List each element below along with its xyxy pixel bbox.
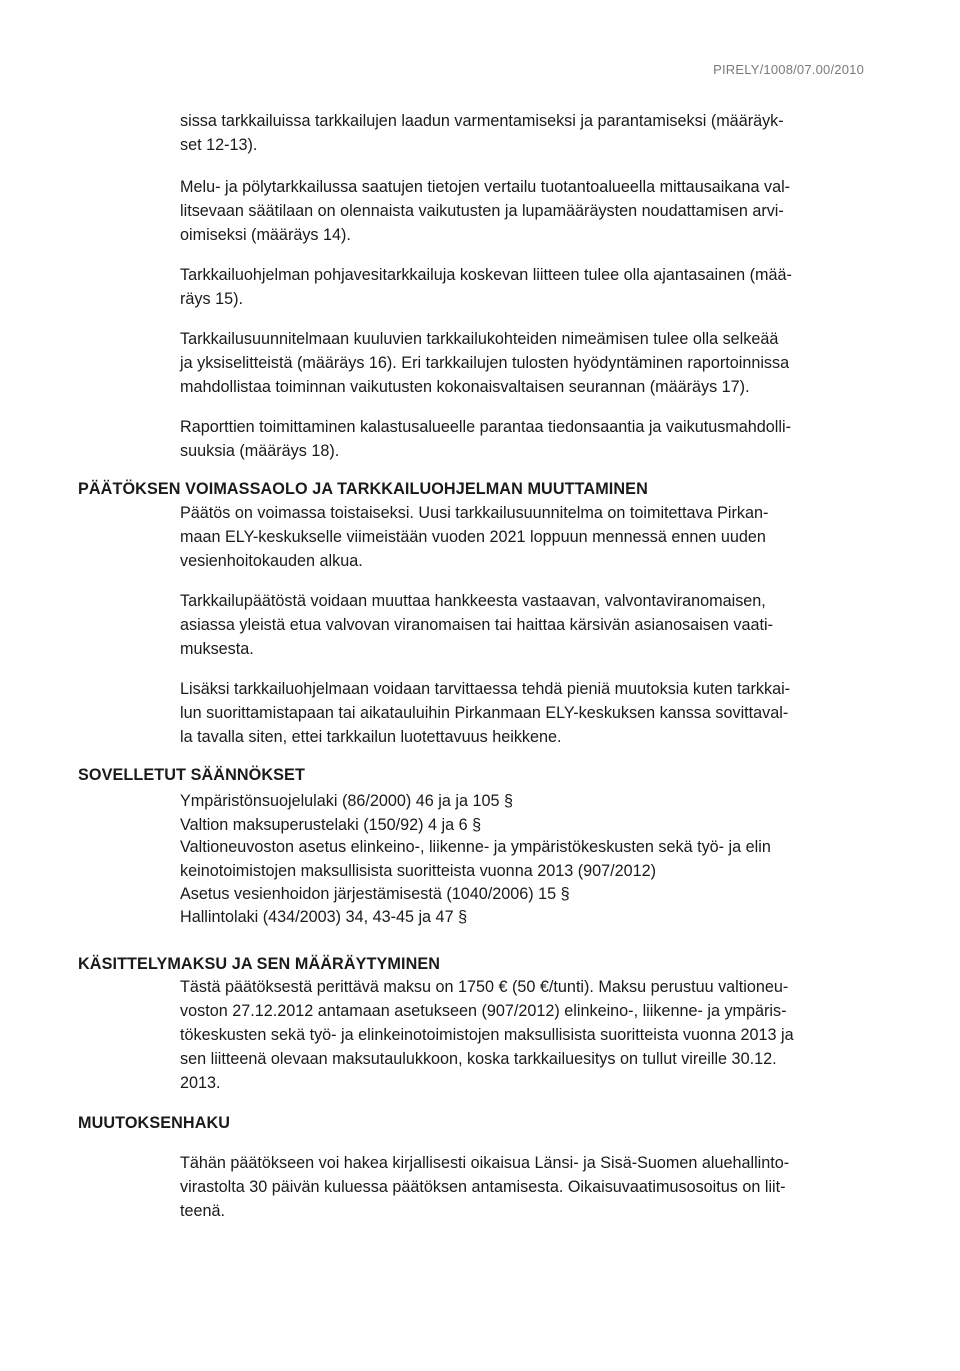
paragraph-line: lun suorittamistapaan tai aikatauluihin Pirkanmaan ELY-keskuksen kanssa sovittaval- bbox=[180, 704, 789, 722]
paragraph-line: asiassa yleistä etua valvovan viranomaisen tai haittaa kärsivän asianosaisen vaati- bbox=[180, 616, 773, 634]
appeal-line: virastolta 30 päivän kuluessa päätöksen antamisesta. Oikaisuvaatimusosoitus on liit- bbox=[180, 1178, 786, 1196]
fee-line: Tästä päätöksestä perittävä maksu on 1750 € (50 €/tunti). Maksu perustuu valtioneu- bbox=[180, 978, 789, 996]
fee-line: 2013. bbox=[180, 1074, 221, 1092]
appeal-line: Tähän päätökseen voi hakea kirjallisesti oikaisua Länsi- ja Sisä-Suomen aluehallinto- bbox=[180, 1154, 790, 1172]
regulation-line: Valtion maksuperustelaki (150/92) 4 ja 6 § bbox=[180, 816, 482, 834]
paragraph-line: Tarkkailuohjelman pohjavesitarkkailuja koskevan liitteen tulee olla ajantasainen (mää- bbox=[180, 266, 792, 284]
section-heading-validity: PÄÄTÖKSEN VOIMASSAOLO JA TARKKAILUOHJELMAN MUUTTAMINEN bbox=[78, 480, 648, 498]
paragraph-line: Lisäksi tarkkailuohjelmaan voidaan tarvittaessa tehdä pieniä muutoksia kuten tarkkai- bbox=[180, 680, 791, 698]
fee-line: tökeskusten sekä työ- ja elinkeinotoimistojen maksullisista suoritteista vuonna 2013 ja bbox=[180, 1026, 794, 1044]
paragraph-line: vesienhoitokauden alkua. bbox=[180, 552, 363, 570]
regulation-line: Valtioneuvoston asetus elinkeino-, liikenne- ja ympäristökeskusten sekä työ- ja elin bbox=[180, 838, 771, 856]
regulation-line: Ympäristönsuojelulaki (86/2000) 46 ja ja 105 § bbox=[180, 792, 513, 810]
paragraph-line: muksesta. bbox=[180, 640, 254, 658]
document-reference: PIRELY/1008/07.00/2010 bbox=[713, 62, 864, 77]
paragraph-line: suuksia (määräys 18). bbox=[180, 442, 340, 460]
paragraph-line: ja yksiselitteistä (määräys 16). Eri tarkkailujen tulosten hyödyntäminen raportoinnissa bbox=[180, 354, 790, 372]
paragraph-line: Tarkkailusuunnitelmaan kuuluvien tarkkailukohteiden nimeämisen tulee olla selkeää bbox=[180, 330, 779, 348]
paragraph-line: la tavalla siten, ettei tarkkailun luotettavuus heikkene. bbox=[180, 728, 562, 746]
regulation-line: Asetus vesienhoidon järjestämisestä (1040/2006) 15 § bbox=[180, 885, 570, 903]
paragraph-line: maan ELY-keskukselle viimeistään vuoden 2021 loppuun mennessä ennen uuden bbox=[180, 528, 766, 546]
section-heading-fee: KÄSITTELYMAKSU JA SEN MÄÄRÄYTYMINEN bbox=[78, 955, 441, 973]
section-heading-appeal: MUUTOKSENHAKU bbox=[78, 1114, 231, 1132]
paragraph-line: Päätös on voimassa toistaiseksi. Uusi tarkkailusuunnitelma on toimitettava Pirkan- bbox=[180, 504, 769, 522]
paragraph-line: räys 15). bbox=[180, 290, 243, 308]
fee-line: sen liitteenä olevaan maksutaulukkoon, koska tarkkailuesitys on tullut vireille 30.12. bbox=[180, 1050, 777, 1068]
regulation-line: Hallintolaki (434/2003) 34, 43-45 ja 47 § bbox=[180, 908, 468, 926]
paragraph-line: mahdollistaa toiminnan vaikutusten kokonaisvaltaisen seurannan (määräys 17). bbox=[180, 378, 750, 396]
paragraph-line: Tarkkailupäätöstä voidaan muuttaa hankkeesta vastaavan, valvontaviranomaisen, bbox=[180, 592, 766, 610]
paragraph-line: sissa tarkkailuissa tarkkailujen laadun varmentamiseksi ja parantamiseksi (määräyk- bbox=[180, 112, 784, 130]
paragraph-line: oimiseksi (määräys 14). bbox=[180, 226, 351, 244]
paragraph-line: Melu- ja pölytarkkailussa saatujen tietojen vertailu tuotantoalueella mittausaikana val- bbox=[180, 178, 791, 196]
section-heading-regulations: SOVELLETUT SÄÄNNÖKSET bbox=[78, 766, 305, 784]
paragraph-line: litsevaan säätilaan on olennaista vaikutusten ja lupamääräysten noudattamisen arvi- bbox=[180, 202, 784, 220]
paragraph-line: set 12-13). bbox=[180, 136, 258, 154]
paragraph-line: Raporttien toimittaminen kalastusalueelle parantaa tiedonsaantia ja vaikutusmahdolli- bbox=[180, 418, 791, 436]
appeal-line: teenä. bbox=[180, 1202, 226, 1220]
regulation-line: keinotoimistojen maksullisista suoritteista vuonna 2013 (907/2012) bbox=[180, 862, 656, 880]
fee-line: voston 27.12.2012 antamaan asetukseen (907/2012) elinkeino-, liikenne- ja ympäris- bbox=[180, 1002, 787, 1020]
